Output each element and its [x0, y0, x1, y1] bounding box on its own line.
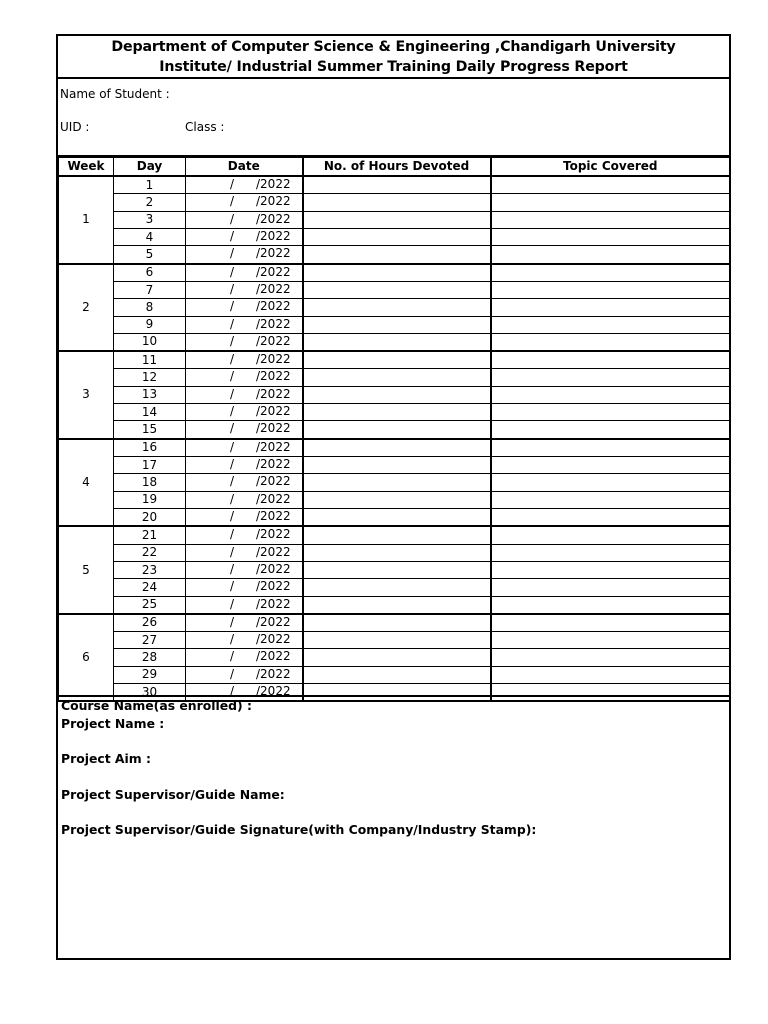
day-number: 3: [114, 211, 186, 228]
topic-cell[interactable]: [491, 439, 730, 457]
topic-cell[interactable]: [491, 176, 730, 194]
date-separator: /: [230, 281, 235, 296]
topic-cell[interactable]: [491, 351, 730, 369]
date-year: /2022: [256, 649, 291, 664]
date-separator: /: [230, 264, 235, 279]
date-separator: /: [230, 369, 235, 384]
topic-cell[interactable]: [491, 632, 730, 649]
day-number: 24: [114, 579, 186, 596]
table-row: [59, 176, 730, 194]
hours-cell[interactable]: [303, 316, 491, 333]
daily-log-table: [58, 157, 730, 702]
date-separator: /: [230, 404, 235, 419]
hours-cell[interactable]: [303, 596, 491, 614]
day-number: 17: [114, 457, 186, 474]
date-separator: /: [230, 439, 235, 454]
department-title: Department of Computer Science & Engineering ,Chandigarh University: [111, 39, 676, 55]
date-year: /2022: [256, 474, 291, 489]
date-year: /2022: [256, 333, 291, 348]
date-year: /2022: [256, 561, 291, 576]
date-separator: /: [230, 316, 235, 331]
date-separator: /: [230, 211, 235, 226]
course-name-label: Course Name(as enrolled) :: [61, 698, 252, 713]
date-separator: /: [230, 596, 235, 611]
topic-cell[interactable]: [491, 246, 730, 264]
date-year: /2022: [256, 352, 291, 367]
topic-cell[interactable]: [491, 614, 730, 632]
date-separator: /: [230, 527, 235, 542]
date-cell[interactable]: [186, 526, 303, 544]
week-number: 2: [59, 264, 114, 352]
date-cell[interactable]: [186, 457, 303, 474]
table-row: [59, 421, 730, 439]
topic-cell[interactable]: [491, 649, 730, 666]
day-number: 15: [114, 421, 186, 439]
hours-cell[interactable]: [303, 649, 491, 666]
hours-cell[interactable]: [303, 614, 491, 632]
topic-cell[interactable]: [491, 579, 730, 596]
date-separator: /: [230, 246, 235, 261]
table-row: [59, 316, 730, 333]
date-cell[interactable]: [186, 299, 303, 316]
hours-cell[interactable]: [303, 211, 491, 228]
supervisor-name-label: Project Supervisor/Guide Name:: [61, 787, 285, 802]
date-cell[interactable]: [186, 333, 303, 351]
hours-cell[interactable]: [303, 666, 491, 683]
date-separator: /: [230, 457, 235, 471]
date-separator: /: [230, 299, 235, 314]
date-cell[interactable]: [186, 439, 303, 457]
hours-cell[interactable]: [303, 404, 491, 421]
date-year: /2022: [256, 264, 291, 279]
table-row: [59, 491, 730, 508]
date-cell[interactable]: [186, 491, 303, 508]
date-year: /2022: [256, 508, 291, 523]
hours-cell[interactable]: [303, 474, 491, 491]
project-details-section: [58, 695, 729, 958]
hours-cell[interactable]: [303, 439, 491, 457]
topic-cell[interactable]: [491, 264, 730, 282]
date-year: /2022: [256, 596, 291, 611]
topic-cell[interactable]: [491, 666, 730, 683]
day-number: 18: [114, 474, 186, 491]
week-number: 1: [59, 176, 114, 264]
table-row: [59, 649, 730, 666]
date-separator: /: [230, 508, 235, 523]
day-number: 25: [114, 596, 186, 614]
date-separator: /: [230, 649, 235, 664]
table-body: [59, 176, 730, 701]
date-separator: /: [230, 544, 235, 559]
project-aim-label: Project Aim :: [61, 751, 151, 766]
hours-cell[interactable]: [303, 246, 491, 264]
date-cell[interactable]: [186, 421, 303, 439]
table-row: [59, 211, 730, 228]
table-header-row: [59, 158, 730, 177]
topic-cell[interactable]: [491, 491, 730, 508]
date-year: /2022: [256, 404, 291, 419]
student-name-label: Name of Student :: [60, 87, 170, 101]
topic-cell[interactable]: [491, 211, 730, 228]
table-row: [59, 333, 730, 351]
hours-cell[interactable]: [303, 421, 491, 439]
day-number: 22: [114, 544, 186, 561]
date-separator: /: [230, 194, 235, 209]
col-header-day: Day: [114, 158, 186, 177]
date-cell[interactable]: [186, 281, 303, 298]
daily-log-table-wrapper: [58, 157, 729, 702]
day-number: 11: [114, 351, 186, 369]
date-separator: /: [230, 632, 235, 647]
date-cell[interactable]: [186, 211, 303, 228]
date-year: /2022: [256, 386, 291, 401]
date-cell[interactable]: [186, 316, 303, 333]
day-number: 2: [114, 194, 186, 211]
date-year: /2022: [256, 228, 291, 243]
hours-cell[interactable]: [303, 508, 491, 526]
date-cell[interactable]: [186, 666, 303, 683]
date-year: /2022: [256, 194, 291, 209]
topic-cell[interactable]: [491, 544, 730, 561]
project-name-label: Project Name :: [61, 716, 165, 731]
table-row: [59, 457, 730, 474]
class-label: Class :: [185, 120, 225, 134]
day-number: 9: [114, 316, 186, 333]
hours-cell[interactable]: [303, 561, 491, 578]
date-cell[interactable]: [186, 474, 303, 491]
date-separator: /: [230, 614, 235, 629]
hours-cell[interactable]: [303, 544, 491, 561]
date-cell[interactable]: [186, 228, 303, 245]
topic-cell[interactable]: [491, 526, 730, 544]
topic-cell[interactable]: [491, 228, 730, 245]
hours-cell[interactable]: [303, 369, 491, 386]
hours-cell[interactable]: [303, 526, 491, 544]
student-info-section: [58, 79, 729, 157]
hours-cell[interactable]: [303, 579, 491, 596]
date-year: /2022: [256, 666, 291, 681]
date-cell[interactable]: [186, 649, 303, 666]
date-separator: /: [230, 386, 235, 401]
day-number: 26: [114, 614, 186, 632]
week-number: 3: [59, 351, 114, 439]
table-row: [59, 596, 730, 614]
hours-cell[interactable]: [303, 333, 491, 351]
day-number: 1: [114, 176, 186, 194]
week-number: 4: [59, 439, 114, 527]
date-year: /2022: [256, 527, 291, 542]
day-number: 5: [114, 246, 186, 264]
date-year: /2022: [256, 544, 291, 559]
date-year: /2022: [256, 684, 291, 699]
day-number: 13: [114, 386, 186, 403]
hours-cell[interactable]: [303, 351, 491, 369]
table-row: [59, 526, 730, 544]
progress-report-form: [56, 34, 731, 960]
table-row: [59, 614, 730, 632]
date-cell[interactable]: [186, 632, 303, 649]
table-row: [59, 228, 730, 245]
date-separator: /: [230, 666, 235, 681]
col-header-hours: No. of Hours Devoted: [303, 158, 491, 177]
topic-cell[interactable]: [491, 333, 730, 351]
date-cell[interactable]: [186, 596, 303, 614]
day-number: 19: [114, 491, 186, 508]
day-number: 7: [114, 281, 186, 298]
supervisor-signature-label: Project Supervisor/Guide Signature(with Company/Industry Stamp):: [61, 822, 537, 837]
day-number: 21: [114, 526, 186, 544]
day-number: 16: [114, 439, 186, 457]
date-year: /2022: [256, 316, 291, 331]
table-row: [59, 264, 730, 282]
hours-cell[interactable]: [303, 264, 491, 282]
date-separator: /: [230, 474, 235, 489]
date-cell[interactable]: [186, 508, 303, 526]
topic-cell[interactable]: [491, 561, 730, 578]
table-row: [59, 351, 730, 369]
date-year: /2022: [256, 491, 291, 506]
day-number: 30: [114, 684, 186, 702]
date-cell[interactable]: [186, 264, 303, 282]
topic-cell[interactable]: [491, 457, 730, 474]
hours-cell[interactable]: [303, 194, 491, 211]
date-year: /2022: [256, 457, 291, 471]
topic-cell[interactable]: [491, 281, 730, 298]
date-year: /2022: [256, 614, 291, 629]
topic-cell[interactable]: [491, 596, 730, 614]
col-header-topic: Topic Covered: [491, 158, 730, 177]
date-year: /2022: [256, 299, 291, 314]
date-separator: /: [230, 561, 235, 576]
date-separator: /: [230, 177, 235, 191]
date-cell[interactable]: [186, 579, 303, 596]
topic-cell[interactable]: [491, 386, 730, 403]
date-cell[interactable]: [186, 614, 303, 632]
report-header: [58, 36, 729, 79]
date-cell[interactable]: [186, 386, 303, 403]
hours-cell[interactable]: [303, 491, 491, 508]
col-header-date: Date: [186, 158, 303, 177]
hours-cell[interactable]: [303, 281, 491, 298]
table-row: [59, 632, 730, 649]
date-cell[interactable]: [186, 544, 303, 561]
topic-cell[interactable]: [491, 369, 730, 386]
table-row: [59, 404, 730, 421]
day-number: 20: [114, 508, 186, 526]
date-year: /2022: [256, 211, 291, 226]
date-separator: /: [230, 491, 235, 506]
date-cell[interactable]: [186, 246, 303, 264]
table-row: [59, 474, 730, 491]
day-number: 4: [114, 228, 186, 245]
hours-cell[interactable]: [303, 457, 491, 474]
date-cell[interactable]: [186, 404, 303, 421]
uid-label: UID :: [60, 120, 90, 134]
date-separator: /: [230, 352, 235, 367]
date-separator: /: [230, 228, 235, 243]
date-separator: /: [230, 684, 235, 699]
day-number: 27: [114, 632, 186, 649]
day-number: 12: [114, 369, 186, 386]
hours-cell[interactable]: [303, 386, 491, 403]
date-year: /2022: [256, 632, 291, 647]
table-row: [59, 281, 730, 298]
topic-cell[interactable]: [491, 421, 730, 439]
day-number: 14: [114, 404, 186, 421]
date-year: /2022: [256, 369, 291, 384]
date-cell[interactable]: [186, 176, 303, 194]
table-row: [59, 666, 730, 683]
table-row: [59, 369, 730, 386]
date-year: /2022: [256, 439, 291, 454]
date-year: /2022: [256, 246, 291, 261]
col-header-week: Week: [59, 158, 114, 177]
date-cell[interactable]: [186, 561, 303, 578]
topic-cell[interactable]: [491, 404, 730, 421]
topic-cell[interactable]: [491, 194, 730, 211]
table-row: [59, 561, 730, 578]
table-row: [59, 299, 730, 316]
table-row: [59, 246, 730, 264]
table-row: [59, 544, 730, 561]
topic-cell[interactable]: [491, 299, 730, 316]
day-number: 8: [114, 299, 186, 316]
date-year: /2022: [256, 281, 291, 296]
week-number: 5: [59, 526, 114, 614]
report-title: Institute/ Industrial Summer Training Daily Progress Report: [159, 59, 628, 75]
hours-cell[interactable]: [303, 228, 491, 245]
hours-cell[interactable]: [303, 176, 491, 194]
date-year: /2022: [256, 579, 291, 594]
table-row: [59, 579, 730, 596]
hours-cell[interactable]: [303, 632, 491, 649]
date-cell[interactable]: [186, 194, 303, 211]
topic-cell[interactable]: [491, 508, 730, 526]
topic-cell[interactable]: [491, 474, 730, 491]
table-row: [59, 508, 730, 526]
table-row: [59, 194, 730, 211]
day-number: 6: [114, 264, 186, 282]
date-separator: /: [230, 333, 235, 348]
week-number: 6: [59, 614, 114, 702]
table-row: [59, 386, 730, 403]
table-row: [59, 439, 730, 457]
day-number: 10: [114, 333, 186, 351]
topic-cell[interactable]: [491, 316, 730, 333]
date-cell[interactable]: [186, 369, 303, 386]
day-number: 29: [114, 666, 186, 683]
date-cell[interactable]: [186, 351, 303, 369]
day-number: 28: [114, 649, 186, 666]
hours-cell[interactable]: [303, 299, 491, 316]
date-year: /2022: [256, 177, 291, 191]
date-separator: /: [230, 421, 235, 436]
date-year: /2022: [256, 421, 291, 436]
date-separator: /: [230, 579, 235, 594]
day-number: 23: [114, 561, 186, 578]
